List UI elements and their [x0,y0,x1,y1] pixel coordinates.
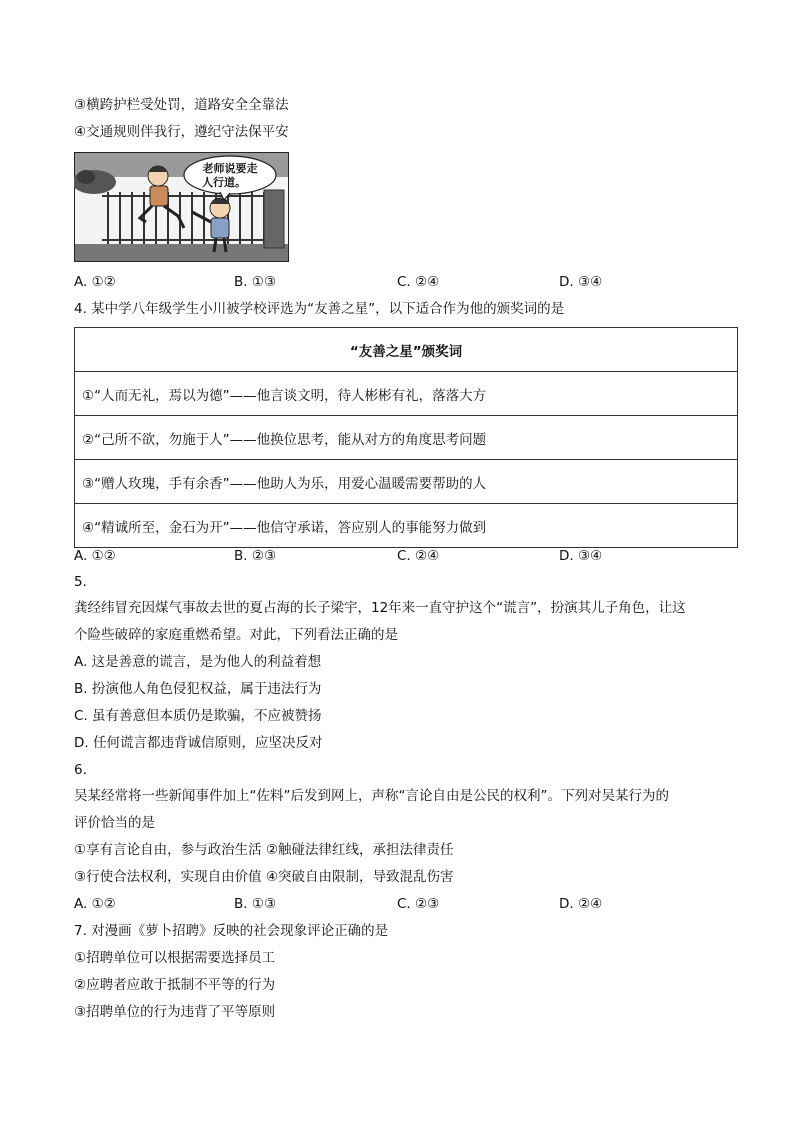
q6-stem-line-1: 吴某经常将一些新闻事件加上“佐料”后发到网上，声称“言论自由是公民的权利”。下列对吴某行为的 [74,788,669,804]
ground [75,244,288,261]
q5-number: 5. [74,574,87,590]
q4-stem: 4. 某中学八年级学生小川被学校评选为“友善之星”，以下适合作为他的颁奖词的是 [74,301,565,317]
q7-statement-3: ③招聘单位的行为违背了平等原则 [74,1004,276,1020]
table-row: ②“己所不欲，勿施于人”——他换位思考，能从对方的角度思考问题 [75,416,738,460]
traffic-cartoon-image [74,152,289,262]
table-row: ①“人而无礼，焉以为德”——他言谈文明，待人彬彬有礼，落落大方 [75,372,738,416]
fence-post [264,190,284,248]
q7-statement-2: ②应聘者应敢于抵制不平等的行为 [74,977,276,993]
q6-statements-line-1: ①享有言论自由，参与政治生活 ②触碰法律红线，承担法律责任 [74,842,454,858]
q5-choice-b[interactable]: B. 扮演他人角色侵犯权益，属于违法行为 [74,681,322,697]
bubble-line-1: 老师说要走 [202,162,258,175]
q6-stem-line-2: 评价恰当的是 [74,815,155,831]
q3-option-c[interactable]: C. ②④ [397,274,440,290]
q5-choice-d[interactable]: D. 任何谎言都违背诚信原则，应坚决反对 [74,735,323,751]
bubble-line-2: 人行道。 [202,176,246,189]
q5-choice-c[interactable]: C. 虽有善意但本质仍是欺骗，不应被赞扬 [74,708,322,724]
q6-statements-line-2: ③行使合法权利，实现自由价值 ④突破自由限制，导致混乱伤害 [74,869,454,885]
q6-options [74,894,674,914]
table-row: ③“赠人玫瑰，手有余香”——他助人为乐，用爱心温暖需要帮助的人 [75,460,738,504]
q7-statement-1: ①招聘单位可以根据需要选择员工 [74,950,276,966]
q5-stem-line-1: 龚经纬冒充因煤气事故去世的夏占海的长子梁宇，12年来一直守护这个“谎言”，扮演其儿子角色，让这 [74,600,686,616]
q3-option-d[interactable]: D. ③④ [559,274,603,290]
q7-stem: 7. 对漫画《萝卜招聘》反映的社会现象评论正确的是 [74,923,389,939]
q3-statement-3: ③横跨护栏受处罚，道路安全全靠法 [74,97,289,113]
q3-options [74,272,674,292]
q4-option-d[interactable]: D. ③④ [559,548,603,564]
q4-options [74,546,674,566]
q6-option-a[interactable]: A. ①② [74,896,116,912]
q6-option-b[interactable]: B. ①③ [234,896,277,912]
q5-stem-line-2: 个险些破碎的家庭重燃希望。对此，下列看法正确的是 [74,627,398,643]
q3-option-a[interactable]: A. ①② [74,274,116,290]
table-header: “友善之星”颁奖词 [75,328,738,372]
q4-option-a[interactable]: A. ①② [74,548,116,564]
table-row: ④“精诚所至，金石为开”——他信守承诺，答应别人的事能努力做到 [75,504,738,548]
q6-option-c[interactable]: C. ②③ [397,896,440,912]
award-speech-table [74,327,738,548]
q5-choice-a[interactable]: A. 这是善意的谎言，是为他人的利益着想 [74,654,322,670]
q6-number: 6. [74,762,87,778]
q4-option-c[interactable]: C. ②④ [397,548,440,564]
q6-option-d[interactable]: D. ②④ [559,896,603,912]
q4-option-b[interactable]: B. ②③ [234,548,277,564]
q3-option-b[interactable]: B. ①③ [234,274,277,290]
q3-statement-4: ④交通规则伴我行，遵纪守法保平安 [74,124,289,140]
